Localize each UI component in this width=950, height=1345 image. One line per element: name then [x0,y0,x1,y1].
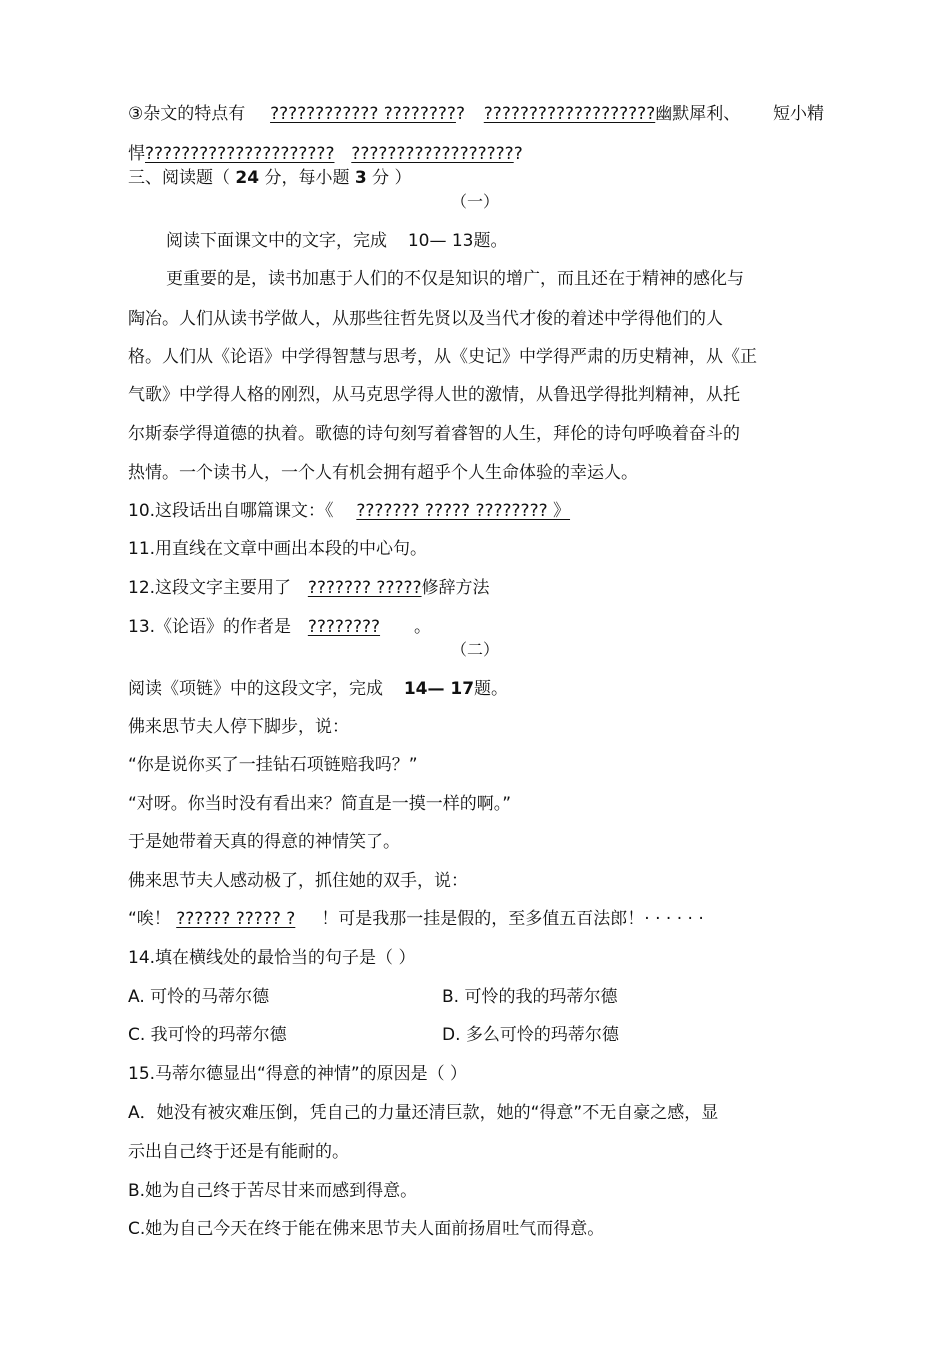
section-3-text-a: 三、阅读题（ [128,168,230,188]
part-2-intro-range: 14— 17 [403,679,475,699]
part-2-heading: （二） [450,640,499,659]
q3-text-end: 短小精 [773,104,825,124]
question-14-options-row-2 [128,1023,619,1047]
passage-2-line: 佛来思节夫人停下脚步，说： [128,717,349,737]
question-14-option-a: A. 可怜的马蒂尔德 [128,987,270,1007]
section-3-score: 24 [235,168,260,188]
passage-2-last-pre: “唉！ [128,909,171,929]
question-15-option-c: C.她为自己今天在终于能在佛来思节夫人面前扬眉吐气而得意。 [128,1219,605,1239]
q3-line-2 [128,142,523,166]
passage-1-line: 气歌》中学得人格的刚烈，从马克思学得人世的激情，从鲁迅学得批判精神，从托 [128,385,740,405]
question-12-text: 12.这段文字主要用了 [128,578,292,598]
question-12-blank: ??????? ????? [307,578,422,598]
section-3-text-b: 分，每小题 [264,168,350,188]
passage-2-last-line [128,907,704,931]
question-10-text: 10.这段话出自哪篇课文：《 [128,501,334,521]
question-10 [128,499,570,523]
part-2-intro [128,677,508,701]
passage-2-blank: ?????? ????? ? [176,909,296,929]
part-1-intro [166,229,507,253]
part-2-intro-text-b: 题。 [474,679,509,699]
q3-blank-e: ?????????????????? [351,144,514,164]
passage-1-line: 格。人们从《论语》中学得智慧与思考，从《史记》中学得严肃的历史精神，从《正 [128,347,757,367]
passage-1-line: 更重要的是，读书加惠于人们的不仅是知识的增广，而且还在于精神的感化与 [166,269,744,289]
passage-1-line: 陶冶。人们从读书学做人，从那些往哲先贤以及当代才俊的着述中学得他们的人 [128,309,723,329]
question-13 [128,615,431,639]
passage-2-line: 于是她带着天真的得意的神情笑了。 [128,832,400,852]
question-15-option-a-line-2: 示出自己终于还是有能耐的。 [128,1142,349,1162]
q3-text: ③杂文的特点有 [128,104,246,124]
q3-blank-d: ????????????????????? [145,144,335,164]
question-11: 11.用直线在文章中画出本段的中心句。 [128,539,428,559]
question-15-option-a-line-1: A．她没有被灾难压倒，凭自己的力量还清巨款，她的“得意”不无自豪之感，显 [128,1103,719,1123]
question-14-option-c: C. 我可怜的玛蒂尔德 [128,1025,287,1045]
q3-line-1 [128,102,824,126]
question-12 [128,576,490,600]
q3-tail: ? [513,144,523,164]
passage-2-line: 佛来思节夫人感动极了，抓住她的双手，说： [128,871,468,891]
question-12-text-post: 修辞方法 [421,578,490,598]
passage-1-line: 热情。一个读书人，一个人有机会拥有超乎个人生命体验的幸运人。 [128,463,638,483]
question-14-option-b: B. 可怜的我的玛蒂尔德 [442,987,618,1007]
question-15: 15.马蒂尔德显出“得意的神情”的原因是（ ） [128,1064,468,1084]
question-14: 14.填在横线处的最恰当的句子是（ ） [128,948,416,968]
q3-blank-a: ???????????? ???????? [270,104,456,124]
q3-blank-c: ????????? [574,104,656,124]
section-3-heading [128,166,412,190]
section-3-each: 3 [354,168,367,188]
passage-2-last-post: ！可是我那一挂是假的，至多值五百法郎！· · · · · · [321,909,704,929]
question-10-blank: ??????? ????? ???????? 》 [356,501,571,521]
question-15-option-b: B.她为自己终于苦尽甘来而感到得意。 [128,1181,418,1201]
passage-2-line: “对呀。你当时没有看出来？简直是一摸一样的啊。” [128,794,512,814]
part-1-intro-text-b: 题。 [473,231,508,251]
question-13-text-post: 。 [414,617,432,637]
question-13-blank: ???????? [307,617,381,637]
q3-blank-b: ?????????? [483,104,575,124]
passage-2-line: “你是说你买了一挂钻石项链赔我吗？” [128,755,418,775]
question-14-option-d: D. 多么可怜的玛蒂尔德 [442,1025,619,1045]
part-1-intro-range: 10— 13 [407,231,474,251]
q3-blank-a-tail: ? [455,104,465,124]
question-13-text: 13.《论语》的作者是 [128,617,292,637]
part-2-intro-text: 阅读《项链》中的这段文字，完成 [128,679,383,699]
part-1-intro-text: 阅读下面课文中的文字，完成 [166,231,387,251]
q3-text-2: 悍 [128,144,145,164]
part-1-heading: （一） [450,192,499,211]
passage-1-line: 尔斯泰学得道德的执着。歌德的诗句刻写着睿智的人生，拜伦的诗句呼唤着奋斗的 [128,424,740,444]
question-14-options-row-1 [128,985,618,1009]
q3-text-post: 幽默犀利、 [655,104,741,124]
section-3-text-c: 分 ） [372,168,412,188]
